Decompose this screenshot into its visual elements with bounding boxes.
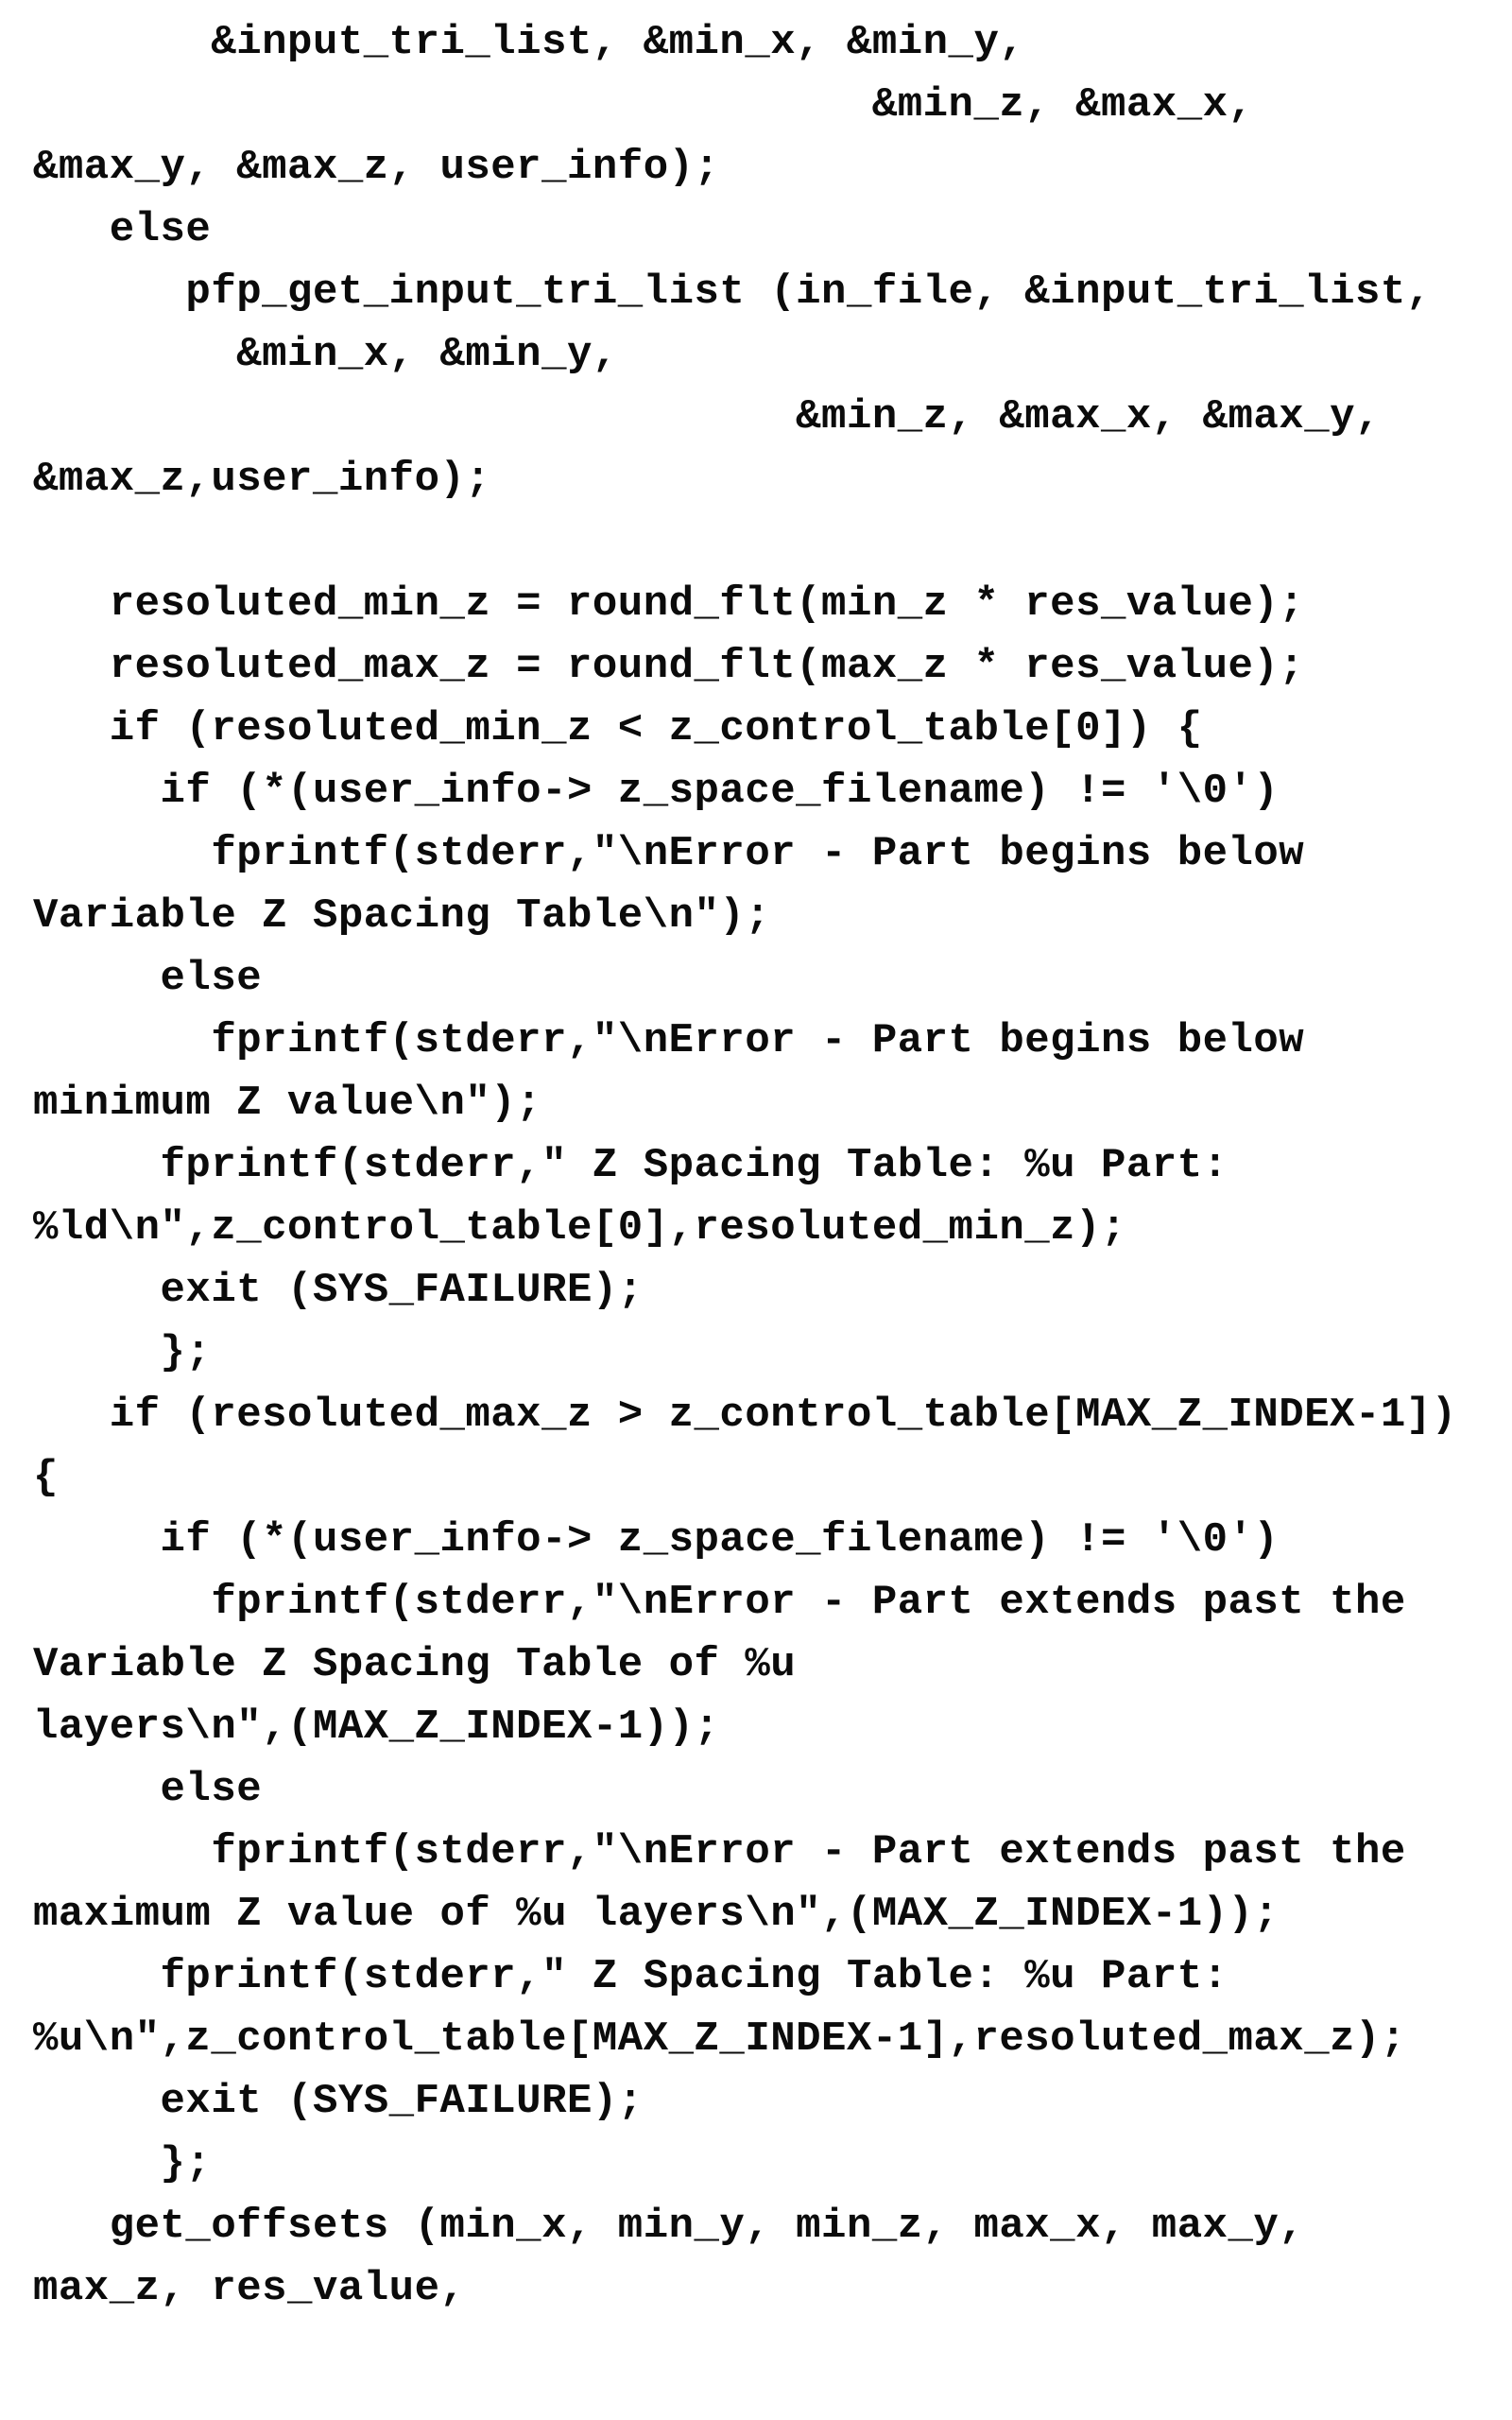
code-listing: &input_tri_list, &min_x, &min_y, &min_z, &max_x, &max_y, &max_z, user_info); else pfp_get_input_tri_list (in_file, &input_tri_list, &min_x, &min_y, &min_z, &max_x, &max_y, &max_z,user_info); resoluted_min_z = round_flt(min_z * res_value); resoluted_max_z = round_flt(max_z * res_value); if (resoluted_min_z < z_control_table[0]) { if (*(user_info-> z_space_filename) != '\0') fprintf(stderr,"\nError - Part begins below Variable Z Spacing Table\n"); else fprintf(stderr,"\nError - Part begins below minimum Z value\n"); fprintf(stderr," Z Spacing Table: %u Part: %ld\n",z_control_table[0],resoluted_min_z); exit (SYS_FAILURE); }; if (resoluted_max_z > z_control_table[MAX_Z_INDEX-1]) { if (*(user_info-> z_space_filename) != '\0') fprintf(stderr,"\nError - Part extends past the Variable Z Spacing Table of %u layers\n",(MAX_Z_INDEX-1)); else fprintf(stderr,"\nError - Part extends past the maximum Z value of %u layers\n",(MAX_Z_INDEX-1)); fprintf(stderr," Z Spacing Table: %u Part: %u\n",z_control_table[MAX_Z_INDEX-1],resoluted_max_z); exit (SYS_FAILURE); }; get_offsets (min_x, min_y, min_z, max_x, max_y, max_z, res_value, [33, 19, 1457, 2312]
